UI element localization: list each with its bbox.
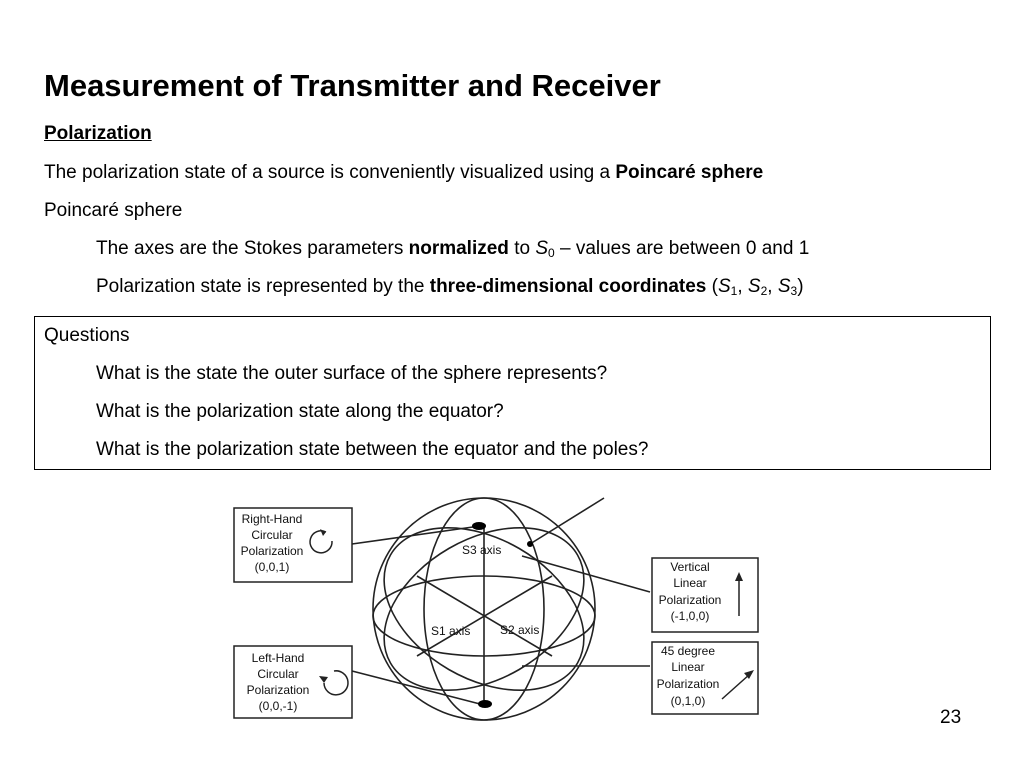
s2-subscript: 2 (760, 284, 768, 298)
bullet2-close: ) (797, 276, 804, 297)
deg45-coords: (0,1,0) (670, 694, 706, 708)
comma-1: , (737, 276, 748, 297)
poincare-sphere-figure (222, 496, 782, 728)
s1-subscript: 1 (730, 284, 738, 298)
question-item: What is the state the outer surface of the sphere represents? (96, 363, 608, 384)
bullet2-bold: three-dimensional coordinates (429, 276, 707, 297)
s3-axis-label: S3 axis (462, 543, 502, 557)
bullet1-bold: normalized (408, 238, 509, 259)
north-pole-marker (472, 522, 486, 530)
lhc-label: Circular (257, 667, 299, 681)
s2-axis-label: S2 axis (500, 623, 540, 637)
bullet2-open: ( (706, 276, 718, 297)
vertical-label: Polarization (658, 593, 722, 607)
vertical-coords: (-1,0,0) (670, 609, 710, 623)
vertical-label: Linear (673, 576, 707, 590)
bullet1-pre: The axes are the Stokes parameters (96, 238, 409, 259)
rhc-label: Right-Hand (241, 512, 303, 526)
bullet-stokes (96, 237, 809, 265)
deg45-label: Linear (671, 660, 705, 674)
poincare-heading: Poincaré sphere (44, 200, 183, 221)
rhc-coords: (0,0,1) (254, 560, 290, 574)
section-subtitle (44, 122, 152, 146)
bullet2-pre: Polarization state is represented by the (96, 276, 430, 297)
intro-text: The polarization state of a source is conveniently visualized using a (44, 162, 616, 183)
intro-line (44, 161, 763, 185)
lhc-label: Left-Hand (251, 651, 305, 665)
rhc-label: Polarization (240, 544, 304, 558)
intro-bold: Poincaré sphere (615, 162, 764, 183)
question-item: What is the polarization state along the equator? (96, 401, 504, 422)
questions-heading: Questions (44, 325, 130, 346)
lhc-label: Polarization (246, 683, 310, 697)
south-pole-marker (478, 700, 492, 708)
vertical-label: Vertical (670, 560, 710, 574)
s3-symbol: S (777, 276, 791, 297)
deg45-label: 45 degree (660, 644, 716, 658)
extra-leader (530, 498, 604, 544)
bullet1-post: – values are between 0 and 1 (554, 238, 810, 259)
page-number: 23 (940, 707, 962, 728)
bullet-coordinates (96, 275, 804, 303)
s2-symbol: S (747, 276, 761, 297)
comma-2: , (767, 276, 778, 297)
s1-symbol: S (717, 276, 731, 297)
point-marker (527, 541, 533, 547)
deg45-label: Polarization (656, 677, 720, 691)
rhc-label: Circular (251, 528, 293, 542)
slide-title: Measurement of Transmitter and Receiver (44, 68, 661, 103)
question-item: What is the polarization state between the equator and the poles? (96, 439, 649, 460)
lhc-coords: (0,0,-1) (258, 699, 298, 713)
s3-subscript: 3 (790, 284, 798, 298)
bullet1-mid: to (508, 238, 536, 259)
bullet1-subscript: 0 (548, 246, 555, 260)
s1-axis-label: S1 axis (431, 624, 471, 638)
bullet1-symbol: S (535, 238, 549, 259)
polarization-subtitle: Polarization (44, 123, 152, 144)
